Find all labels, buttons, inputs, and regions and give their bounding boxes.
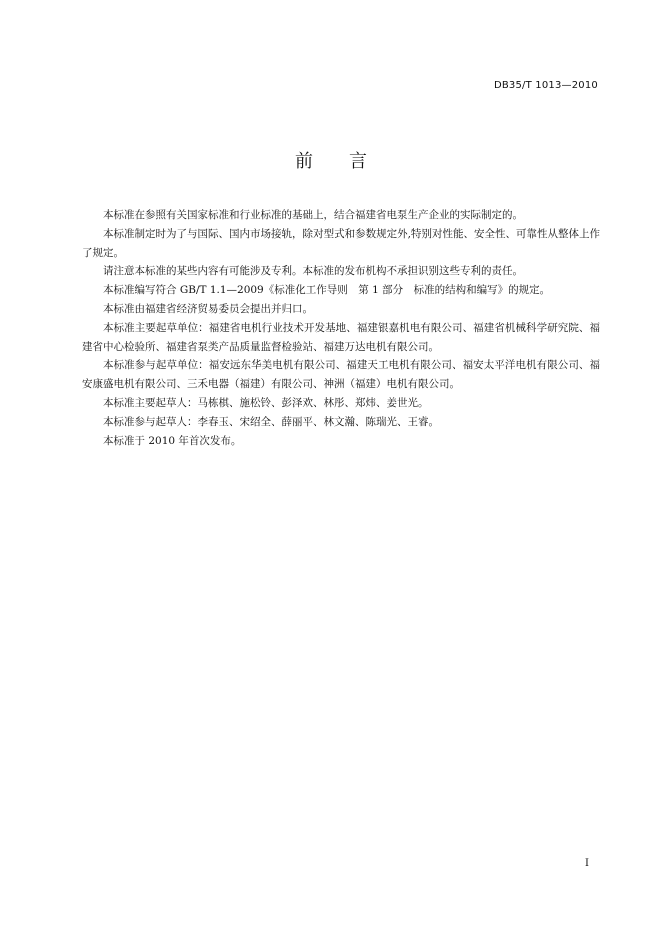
paragraph: 本标准由福建省经济贸易委员会提出并归口。 [103,302,313,315]
document-code: DB35/T 1013—2010 [493,80,598,91]
paragraph: 本标准制定时为了与国际、国内市场接轨，除对型式和参数规定外,特别对性能、安全性、可靠性从整体上作了规定。 [82,227,600,259]
paragraph: 本标准参与起草单位：福安远东华美电机有限公司、福建天工电机有限公司、福安太平洋电机有限公司、福安康盛电机有限公司、三禾电器（福建）有限公司、神洲（福建）电机有限公司。 [82,359,600,391]
paragraph: 本标准于 2010 年首次发布。 [103,434,242,447]
paragraph: 本标准编写符合 GB/T 1.1—2009《标准化工作导则 第 1 部分 标准的结构和编写》的规定。 [103,284,551,297]
paragraph: 本标准主要起草单位：福建省电机行业技术开发基地、福建银嘉机电有限公司、福建省机械科学研究院、福建省中心检验所、福建省泵类产品质量监督检验站、福建万达电机有限公司。 [82,321,600,353]
foreword-body [82,206,600,450]
paragraph: 本标准在参照有关国家标准和行业标准的基础上，结合福建省电泵生产企业的实际制定的。 [103,209,523,221]
page-number: I [585,858,589,869]
paragraph: 本标准参与起草人：李春玉、宋绍全、薛丽平、林文瀚、陈瑞光、王睿。 [103,415,439,428]
paragraph: 本标准主要起草人：马栋棋、施松铃、彭泽欢、林彤、郑炜、姜世光。 [103,396,429,409]
page-title: 前言 [295,151,403,172]
paragraph: 请注意本标准的某些内容有可能涉及专利。本标准的发布机构不承担识别这些专利的责任。 [103,265,523,278]
